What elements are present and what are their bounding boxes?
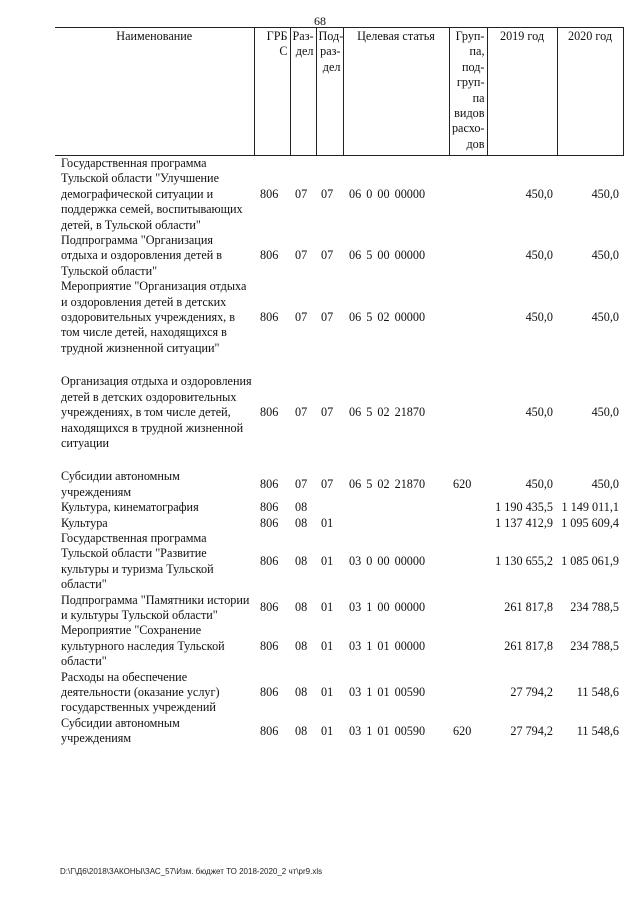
row-expense-type (449, 516, 487, 531)
header-year-2020: 2020 год (557, 28, 623, 156)
row-value-2019: 1 137 412,9 (495, 515, 553, 530)
row-razdel: 07 (295, 186, 308, 201)
table-row (55, 374, 623, 451)
row-value-2020: 1 149 011,1 (561, 500, 619, 515)
row-podrazdel: 07 (321, 186, 334, 201)
row-name: Мероприятие "Организация отдыха и оздоровления детей в детских оздоровительных учреждениях, в том числе детей, находящихся в трудной жизненной ситуации" (61, 279, 247, 355)
row-spacer (55, 356, 623, 374)
header-expense-type: Груп- па, под- груп- па видов расхо- дов (449, 28, 487, 156)
row-expense-type (449, 374, 487, 451)
row-razdel: 07 (295, 477, 308, 492)
table-row (55, 279, 623, 356)
row-value-2019: 450,0 (525, 186, 553, 201)
row-value-2019: 1 190 435,5 (495, 500, 553, 515)
table-row (55, 716, 623, 747)
row-name: Субсидии автономным учреждениям (61, 715, 180, 746)
row-grbs: 806 (260, 186, 279, 201)
row-value-2020: 1 085 061,9 (561, 554, 619, 569)
row-expense-type (449, 593, 487, 624)
row-expense-type (449, 156, 487, 234)
row-value-2019: 450,0 (525, 477, 553, 492)
table-row (55, 623, 623, 669)
row-value-2020: 11 548,6 (576, 685, 619, 699)
row-value-2019: 1 130 655,2 (495, 554, 553, 569)
header-razdel: Раз- дел (290, 28, 316, 156)
row-razdel: 08 (295, 685, 308, 699)
row-expense-type (449, 531, 487, 593)
row-grbs: 806 (260, 685, 279, 699)
page-number: 68 (314, 14, 326, 28)
row-grbs: 806 (260, 554, 279, 569)
row-target-article: 03 1 00 00000 (349, 600, 426, 615)
row-value-2020: 450,0 (591, 310, 619, 325)
table-row (55, 670, 623, 716)
row-razdel: 08 (295, 554, 308, 569)
row-target-article: 03 1 01 00590 (349, 685, 426, 699)
row-value-2019: 450,0 (525, 248, 553, 263)
row-target-article: 06 5 00 00000 (349, 248, 426, 263)
row-razdel: 08 (295, 500, 308, 515)
row-spacer (55, 451, 623, 469)
row-value-2019: 261 817,8 (504, 600, 553, 615)
header-name: Наименование (55, 28, 254, 156)
row-expense-type (449, 500, 487, 515)
row-name: Подпрограмма "Организация отдыха и оздоровления детей в Тульской области" (61, 233, 223, 278)
row-target-article: 06 5 02 21870 (349, 405, 426, 420)
table-row (55, 233, 623, 279)
table-row (55, 500, 623, 515)
row-podrazdel (316, 500, 343, 515)
row-target-article: 06 5 02 00000 (349, 310, 426, 325)
row-grbs: 806 (260, 477, 279, 492)
row-grbs: 806 (260, 638, 279, 653)
row-target-article: 06 5 02 21870 (349, 477, 426, 492)
row-target-article (343, 500, 449, 515)
table-header (55, 28, 623, 156)
row-grbs: 806 (260, 600, 279, 615)
row-podrazdel: 07 (321, 405, 334, 420)
row-value-2019: 27 794,2 (510, 723, 553, 738)
row-value-2019: 261 817,8 (504, 638, 553, 653)
row-value-2020: 234 788,5 (570, 638, 619, 653)
row-name: Культура, кинематография (61, 500, 199, 515)
row-grbs: 806 (260, 310, 279, 325)
row-razdel: 08 (295, 638, 308, 653)
row-podrazdel: 01 (321, 600, 334, 615)
row-expense-type (449, 670, 487, 716)
row-name: Государственная программа Тульской области "Развитие культуры и туризма Тульской области" (61, 530, 214, 592)
row-expense-type: 620 (453, 477, 472, 492)
row-razdel: 08 (295, 515, 308, 530)
row-expense-type: 620 (453, 723, 472, 738)
row-grbs: 806 (260, 515, 279, 530)
row-value-2020: 1 095 609,4 (561, 515, 619, 530)
row-podrazdel: 01 (321, 723, 334, 738)
row-podrazdel: 01 (321, 515, 334, 530)
row-expense-type (449, 623, 487, 669)
table-row (55, 516, 623, 531)
row-value-2020: 450,0 (591, 405, 619, 420)
row-razdel: 07 (295, 310, 308, 325)
row-name: Государственная программа Тульской области "Улучшение демографической ситуации и поддержка семей, воспитывающих детей, в Тульской области" (61, 156, 243, 232)
row-target-article: 03 1 01 00590 (349, 723, 426, 738)
row-name: Подпрограмма "Памятники истории и культуры Тульской области" (61, 592, 250, 622)
row-razdel: 08 (295, 723, 308, 738)
row-podrazdel: 01 (321, 554, 334, 569)
row-podrazdel: 07 (321, 477, 334, 492)
row-value-2020: 450,0 (591, 248, 619, 263)
header-podrazdel: Под- раз- дел (316, 28, 343, 156)
row-name: Мероприятие "Сохранение культурного наследия Тульской области" (61, 623, 225, 669)
row-value-2019: 27 794,2 (510, 685, 553, 699)
row-name: Организация отдыха и оздоровления детей в детских оздоровительных учреждениях, в том числе детей, находящихся в трудной жизненной ситуации (61, 374, 252, 450)
header-year-2019: 2019 год (487, 28, 557, 156)
row-target-article (343, 516, 449, 531)
row-razdel: 07 (295, 248, 308, 263)
row-name: Расходы на обеспечение деятельности (оказание услуг) государственных учреждений (61, 669, 220, 715)
row-value-2019: 450,0 (525, 405, 553, 420)
row-value-2020: 450,0 (591, 477, 619, 492)
header-target-article: Целевая статья (343, 28, 449, 156)
row-grbs: 806 (260, 723, 279, 738)
row-value-2019: 450,0 (525, 310, 553, 325)
row-value-2020: 11 548,6 (576, 723, 619, 738)
table-row (55, 593, 623, 624)
row-name: Субсидии автономным учреждениям (61, 469, 180, 499)
row-podrazdel: 07 (321, 310, 334, 325)
row-value-2020: 234 788,5 (570, 600, 619, 615)
row-razdel: 07 (295, 405, 308, 420)
table-row (55, 156, 623, 234)
header-grbs: ГРБ С (254, 28, 290, 156)
row-value-2020: 450,0 (591, 186, 619, 201)
row-podrazdel: 01 (321, 685, 334, 699)
budget-table (55, 27, 624, 747)
table-row (55, 531, 623, 593)
row-grbs: 806 (260, 405, 279, 420)
row-grbs: 806 (260, 248, 279, 263)
row-podrazdel: 01 (321, 638, 334, 653)
row-name: Культура (61, 515, 108, 530)
row-target-article: 03 1 01 00000 (349, 638, 426, 653)
row-grbs: 806 (260, 500, 279, 515)
row-razdel: 08 (295, 600, 308, 615)
file-path-footer: D:\Г\Д6\2018\ЗАКОНЫ\ЗАС_57\Изм. бюджет ТО 2018-2020_2 чт\pr9.xls (60, 867, 323, 876)
row-target-article: 06 0 00 00000 (349, 186, 426, 201)
row-podrazdel: 07 (321, 248, 334, 263)
row-expense-type (449, 279, 487, 356)
row-expense-type (449, 233, 487, 279)
table-row (55, 469, 623, 500)
row-target-article: 03 0 00 00000 (349, 554, 426, 569)
